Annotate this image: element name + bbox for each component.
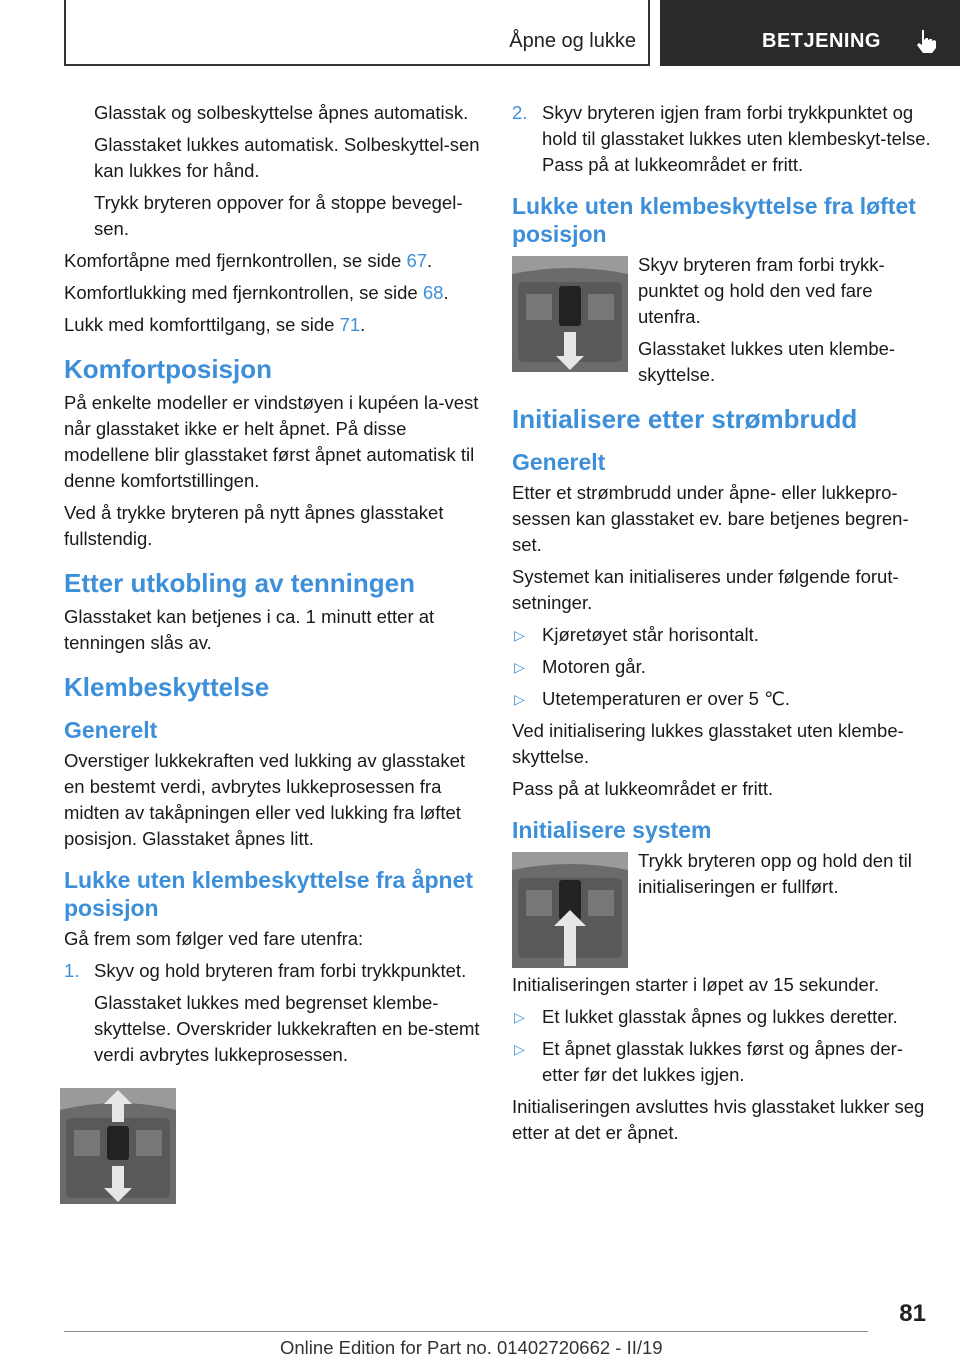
numbered-step (64, 958, 484, 984)
bullet-triangle-icon: ▷ (514, 691, 525, 707)
numbered-step (512, 100, 932, 178)
paragraph: Glasstaket kan betjenes i ca. 1 minutt etter at tenningen slås av. (64, 606, 435, 653)
subsection-heading: Lukke uten klembeskyttelse fra åpnet posisjon (64, 867, 474, 921)
list-item: ▷ Utetemperaturen er over 5 ℃. (512, 686, 932, 712)
page-link[interactable]: 71 (339, 314, 361, 335)
list-item: ▷ Et åpnet glasstak lukkes først og åpnes der-etter før det lukkes igjen. (514, 1038, 903, 1085)
hand-pointer-icon (914, 28, 938, 54)
section-tab (64, 0, 650, 66)
page-number: 81 (899, 1300, 926, 1327)
paragraph: Glasstak og solbeskyttelse åpnes automatisk. (94, 102, 469, 123)
list-item: ▷ Et lukket glasstak åpnes og lukkes deretter. (512, 1004, 932, 1030)
bullet-triangle-icon: ▷ (514, 1041, 525, 1057)
subsection-heading: Initialisere system (512, 817, 712, 843)
paragraph: Ved initialisering lukkes glasstaket uten klembe-skyttelse. (512, 720, 904, 767)
page-link[interactable]: 68 (422, 282, 444, 303)
page-header (0, 0, 960, 66)
paragraph: Pass på at lukkeområdet er fritt. (512, 778, 774, 799)
chapter-tab (660, 0, 960, 66)
switch-push-pull-illustration (60, 1088, 176, 1204)
paragraph: Glasstaket lukkes med begrenset klembe-skyttelse. Overskrider lukkekraften en be-stemt verdi avbrytes lukkeprosessen. (94, 992, 480, 1065)
step-number: 2. (512, 102, 528, 123)
right-column (512, 100, 932, 1152)
paragraph: Etter et strømbrudd under åpne- eller lukkepro-sessen kan glasstaket ev. bare betjenes begren-set. (512, 482, 909, 555)
cross-reference: Lukk med komforttilgang, se side 71. (64, 314, 366, 335)
subsection-heading: Generelt (512, 449, 606, 475)
left-column (64, 100, 484, 1204)
paragraph: Gå frem som følger ved fare utenfra: (64, 928, 364, 949)
list-item: ▷ Motoren går. (512, 654, 932, 680)
step-text: Skyv bryteren igjen fram forbi trykkpunktet og hold til glasstaket lukkes uten klembeskyt-telse. Pass på at lukkeområdet er fritt. (542, 102, 931, 175)
page-link[interactable]: 67 (406, 250, 428, 271)
paragraph: Trykk bryteren oppover for å stoppe bevegel-sen. (94, 192, 463, 239)
cross-reference: Komfortlukking med fjernkontrollen, se side 68. (64, 282, 449, 303)
step-number: 1. (64, 960, 80, 981)
paragraph: Glasstaket lukkes uten klembe-skyttelse. (638, 338, 896, 385)
footer-divider (64, 1331, 868, 1332)
paragraph: Glasstaket lukkes automatisk. Solbeskyttel-sen kan lukkes for hånd. (94, 134, 480, 181)
subsection-heading: Generelt (64, 717, 158, 743)
list-item: ▷ Kjøretøyet står horisontalt. (512, 622, 932, 648)
edition-note: Online Edition for Part no. 01402720662 - II/19 (280, 1337, 663, 1358)
step-text: Skyv og hold bryteren fram forbi trykkpunktet. (94, 960, 467, 981)
paragraph: Systemet kan initialiseres under følgende forut-setninger. (512, 566, 899, 613)
switch-push-forward-illustration (512, 256, 628, 372)
paragraph: På enkelte modeller er vindstøyen i kupéen la-vest når glasstaket ikke er helt åpnet. På disse modellene blir glasstaket først åpnet automatisk til denne komfortstillingen. (64, 392, 479, 491)
section-heading: Klembeskyttelse (64, 672, 270, 702)
section-heading: Komfortposisjon (64, 354, 272, 384)
bullet-triangle-icon: ▷ (514, 1009, 525, 1025)
subsection-heading: Lukke uten klembeskyttelse fra løftet posisjon (512, 193, 916, 247)
switch-push-up-illustration (512, 852, 628, 968)
paragraph: Trykk bryteren opp og hold den til initialiseringen er fullført. (638, 850, 912, 897)
section-heading: Etter utkobling av tenningen (64, 568, 416, 598)
chapter-title: BETJENING (762, 30, 881, 52)
bullet-triangle-icon: ▷ (514, 627, 525, 643)
paragraph: Ved å trykke bryteren på nytt åpnes glasstaket fullstendig. (64, 502, 444, 549)
paragraph: Initialiseringen starter i løpet av 15 sekunder. (512, 974, 880, 995)
paragraph: Initialiseringen avsluttes hvis glasstaket lukker seg etter at det er åpnet. (512, 1096, 925, 1143)
bullet-triangle-icon: ▷ (514, 659, 525, 675)
paragraph: Skyv bryteren fram forbi trykk-punktet og hold den ved fare utenfra. (638, 254, 885, 327)
paragraph: Overstiger lukkekraften ved lukking av glasstaket en bestemt verdi, avbrytes lukkeprosessen fra midten av takåpningen eller ved lukking fra løftet posisjon. Glasstaket åpnes litt. (64, 750, 466, 849)
section-heading: Initialisere etter strømbrudd (512, 404, 858, 434)
illustrated-paragraph (512, 252, 932, 388)
cross-reference: Komfortåpne med fjernkontrollen, se side 67. (64, 250, 433, 271)
illustrated-paragraph (512, 848, 932, 964)
section-title: Åpne og lukke (509, 30, 636, 52)
